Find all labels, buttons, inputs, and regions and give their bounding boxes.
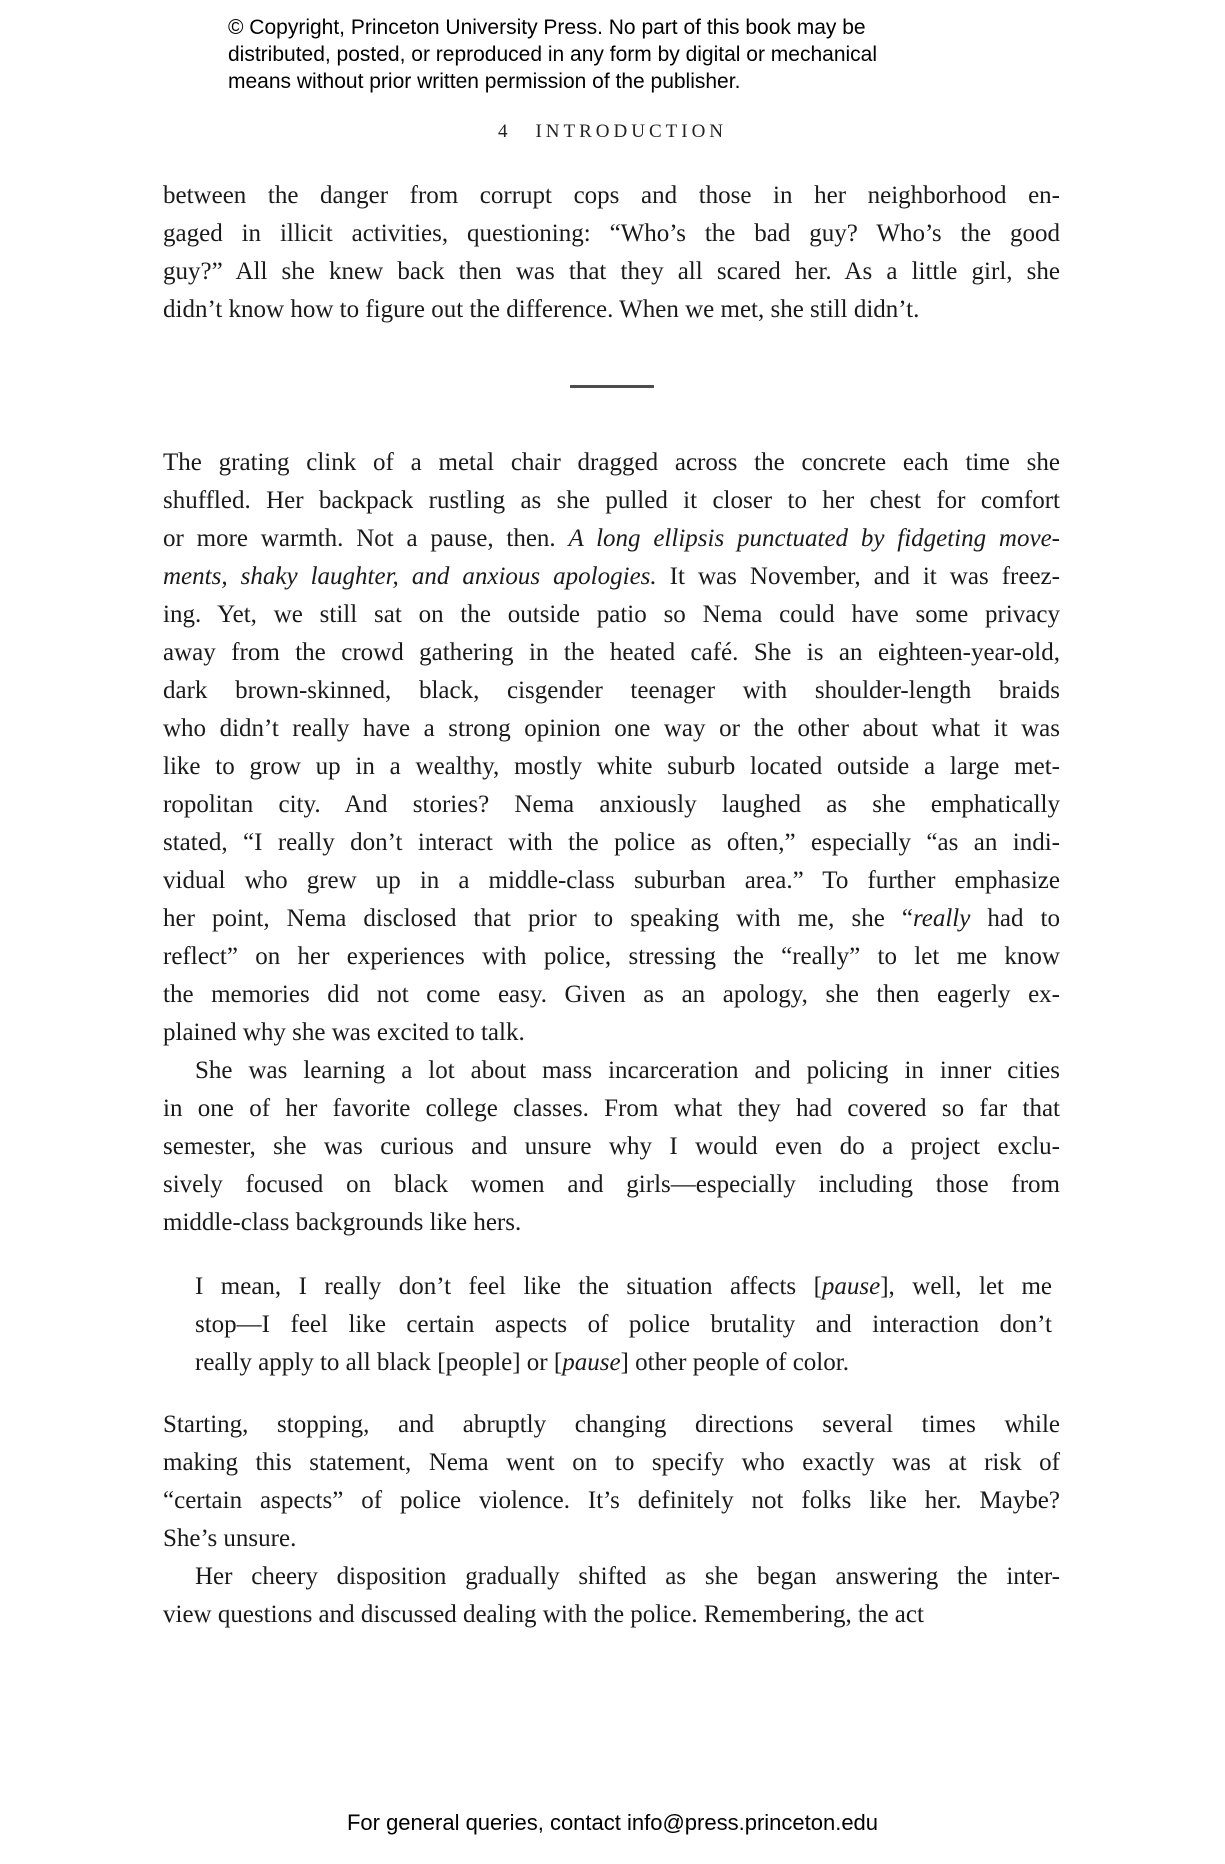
copyright-line: distributed, posted, or reproduced in any form by digital or mechanical — [228, 43, 878, 66]
text-line: sively focused on black women and girls—especially including those from — [163, 1171, 1060, 1198]
page-number: 4 — [497, 121, 510, 142]
text-line: She’s unsure. — [163, 1525, 297, 1552]
text-line: like to grow up in a wealthy, mostly white suburb located outside a large met- — [163, 753, 1060, 780]
copyright-notice — [228, 14, 948, 95]
text-line: who didn’t really have a strong opinion one way or the other about what it was — [163, 715, 1060, 742]
text-line: view questions and discussed dealing with the police. Remembering, the act — [163, 1601, 924, 1628]
text-line: making this statement, Nema went on to specify who exactly was at risk of — [163, 1449, 1060, 1476]
text-line: shuffled. Her backpack rustling as she pulled it closer to her chest for comfort — [163, 487, 1060, 514]
text-line: reflect” on her experiences with police, stressing the “really” to let me know — [163, 943, 1060, 970]
text-line: away from the crowd gathering in the heated café. She is an eighteen-year-old, — [163, 639, 1060, 666]
section-divider — [570, 385, 654, 388]
text-line: middle-class backgrounds like hers. — [163, 1209, 522, 1236]
text-line: or more warmth. Not a pause, then. A long ellipsis punctuated by fidgeting move- — [163, 525, 1060, 552]
copyright-line: © Copyright, Princeton University Press. No part of this book may be — [228, 16, 866, 39]
text-line: really apply to all black [people] or [pause] other people of color. — [195, 1349, 849, 1376]
paragraph — [163, 177, 1060, 329]
text-line: ing. Yet, we still sat on the outside patio so Nema could have some privacy — [163, 601, 1060, 628]
text-line: semester, she was curious and unsure why I would even do a project exclu- — [163, 1133, 1060, 1160]
text-line: She was learning a lot about mass incarceration and policing in inner cities — [195, 1057, 1060, 1084]
text-line: plained why she was excited to talk. — [163, 1019, 525, 1046]
text-line: stated, “I really don’t interact with the police as often,” especially “as an indi- — [163, 829, 1060, 856]
copyright-line: means without prior written permission of the publisher. — [228, 70, 741, 93]
text-line: The grating clink of a metal chair dragged across the concrete each time she — [163, 449, 1060, 476]
text-line: the memories did not come easy. Given as an apology, she then eagerly ex- — [163, 981, 1060, 1008]
page-footer: For general queries, contact info@press.princeton.edu — [346, 1810, 879, 1835]
text-line: stop—I feel like certain aspects of police brutality and interaction don’t — [195, 1311, 1052, 1338]
paragraph — [163, 1558, 1060, 1634]
text-line: Her cheery disposition gradually shifted as she began answering the inter- — [195, 1563, 1060, 1590]
body-column — [163, 177, 1060, 1634]
paragraph — [163, 1052, 1060, 1242]
text-line: didn’t know how to figure out the difference. When we met, she still didn’t. — [163, 296, 920, 323]
blockquote — [163, 1268, 1060, 1382]
text-line: ropolitan city. And stories? Nema anxiously laughed as she emphatically — [163, 791, 1060, 818]
running-head — [0, 121, 1225, 143]
text-line: ments, shaky laughter, and anxious apologies. It was November, and it was freez- — [163, 563, 1060, 590]
text-line: in one of her favorite college classes. From what they had covered so far that — [163, 1095, 1060, 1122]
text-line: vidual who grew up in a middle-class suburban area.” To further emphasize — [163, 867, 1060, 894]
text-line: Starting, stopping, and abruptly changing directions several times while — [163, 1411, 1060, 1438]
text-line: gaged in illicit activities, questioning: “Who’s the bad guy? Who’s the good — [163, 220, 1060, 247]
text-line: between the danger from corrupt cops and those in her neighborhood en- — [163, 182, 1060, 209]
text-line: guy?” All she knew back then was that they all scared her. As a little girl, she — [163, 258, 1060, 285]
paragraph — [163, 1406, 1060, 1558]
text-line: I mean, I really don’t feel like the situation affects [pause], well, let me — [195, 1273, 1052, 1300]
text-line: her point, Nema disclosed that prior to speaking with me, she “really had to — [163, 905, 1060, 932]
text-line: “certain aspects” of police violence. It’s definitely not folks like her. Maybe? — [163, 1487, 1060, 1514]
paragraph — [163, 444, 1060, 1052]
text-line: dark brown-skinned, black, cisgender teenager with shoulder-length braids — [163, 677, 1060, 704]
running-head-title: INTRODUCTION — [535, 121, 728, 142]
